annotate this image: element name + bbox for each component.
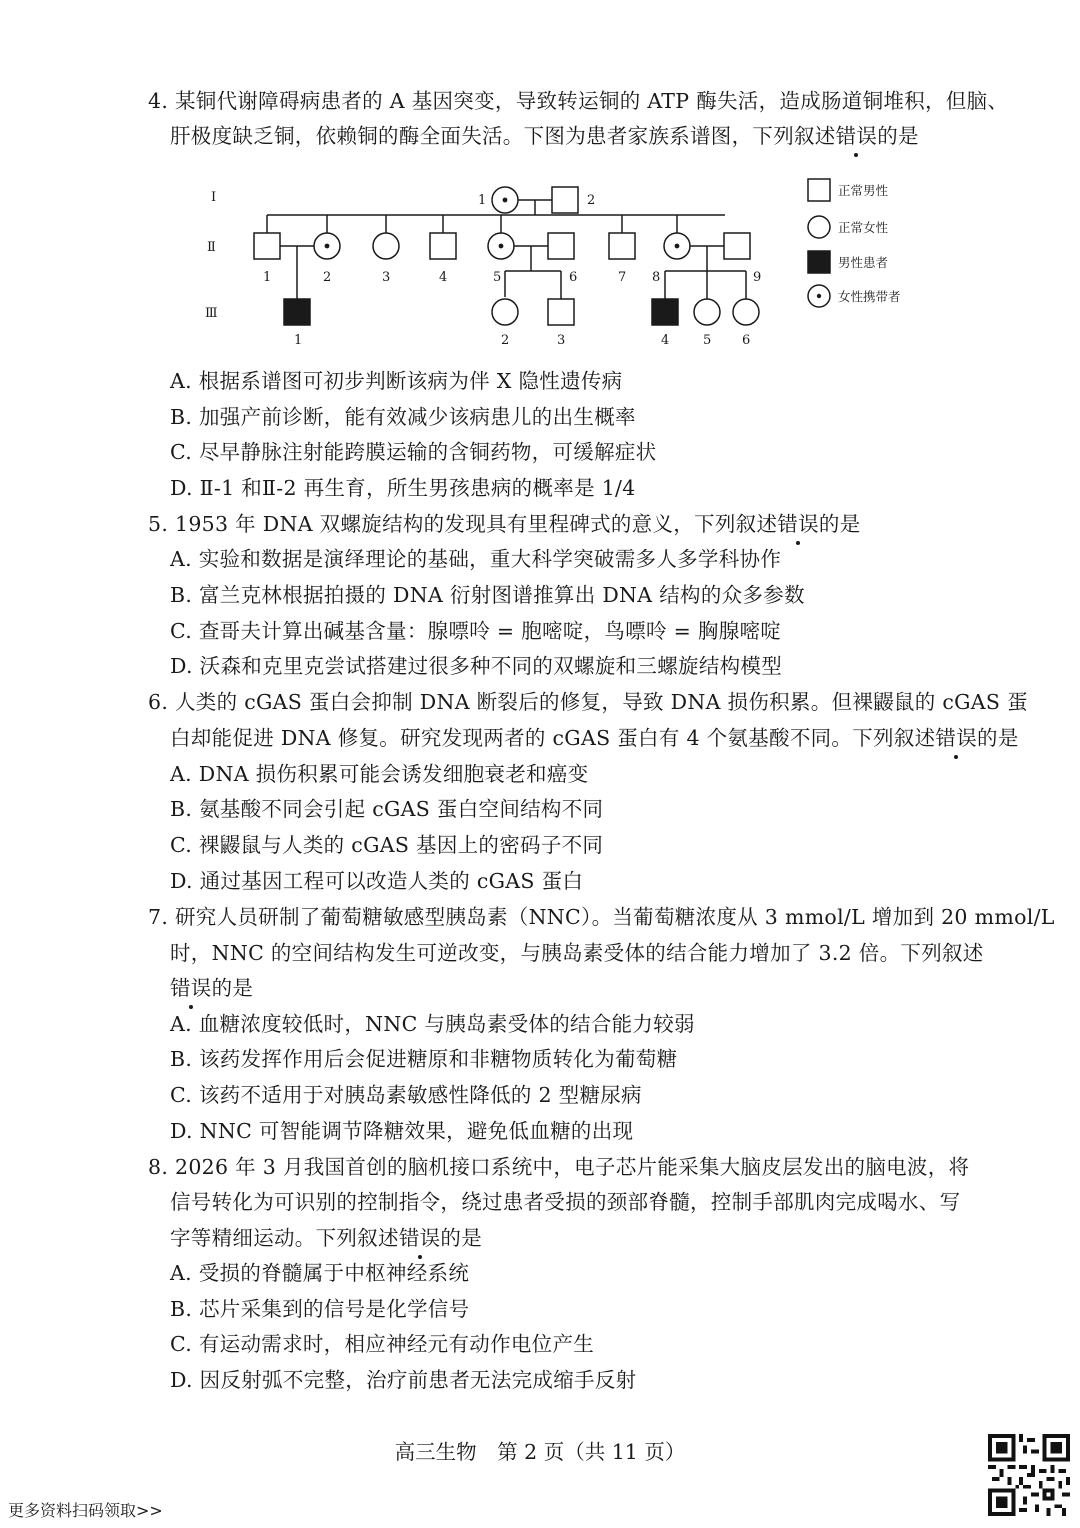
legend-label-normal-female: 正常女性 [838, 220, 889, 235]
q4-option-d: D. Ⅱ-1 和Ⅱ-2 再生育，所生男孩患病的概率是 1/4 [170, 476, 636, 500]
gen2-female-3 [373, 233, 399, 259]
q4-option-a: A. 根据系谱图可初步判断该病为伴 X 隐性遗传病 [170, 369, 623, 393]
q6-stem-line2: 白却能促进 DNA 修复。研究发现两者的 cGAS 蛋白有 4 个氨基酸不同。下列叙述错误的是 [170, 726, 1019, 750]
q8-option-c: C. 有运动需求时，相应神经元有动作电位产生 [170, 1332, 595, 1356]
q6-stem-line1: 6. 人类的 cGAS 蛋白会抑制 DNA 断裂后的修复，导致 DNA 损伤积累。但裸鼹鼠的 cGAS 蛋 [148, 690, 1028, 714]
more-info-link[interactable]: 更多资料扫码领取>> [8, 1501, 163, 1520]
label-II-3: 3 [382, 270, 391, 285]
gen2-male-7 [609, 233, 635, 259]
label-II-5: 5 [493, 270, 502, 285]
legend-normal-female-icon [808, 216, 830, 238]
gen2-male-6 [548, 233, 574, 259]
gen-label-3: Ⅲ [205, 306, 218, 321]
gen3-male-3 [548, 299, 574, 325]
label-III-2: 2 [501, 333, 510, 348]
pedigree-legend [800, 175, 940, 315]
label-II-6: 6 [569, 270, 578, 285]
q7-stem-line2: 时，NNC 的空间结构发生可逆改变，与胰岛素受体的结合能力增加了 3.2 倍。下列叙述 [170, 941, 984, 965]
q7-option-d: D. NNC 可智能调节降糖效果，避免低血糖的出现 [170, 1119, 634, 1143]
q4-stem-line1: 4. 某铜代谢障碍病患者的 A 基因突变，导致转运铜的 ATP 酶失活，造成肠道铜堆积，但脑、 [148, 89, 1009, 113]
q6-option-c: C. 裸鼹鼠与人类的 cGAS 基因上的密码子不同 [170, 833, 604, 857]
label-II-7: 7 [618, 270, 627, 285]
label-II-9: 9 [753, 270, 762, 285]
label-II-8: 8 [652, 270, 661, 285]
gen3-female-5 [694, 299, 720, 325]
q7-option-b: B. 该药发挥作用后会促进糖原和非糖物质转化为葡萄糖 [170, 1047, 678, 1071]
gen3-female-2 [492, 299, 518, 325]
q5-option-b: B. 富兰克林根据拍摄的 DNA 衍射图谱推算出 DNA 结构的众多参数 [170, 583, 805, 607]
q8-option-a: A. 受损的脊髓属于中枢神经系统 [170, 1261, 470, 1285]
label-III-1: 1 [294, 333, 303, 348]
label-II-4: 4 [439, 270, 448, 285]
q7-stem-line1: 7. 研究人员研制了葡萄糖敏感型胰岛素（NNC）。当葡萄糖浓度从 3 mmol/L 增加到 20 mmol/L [148, 905, 1055, 929]
gen-label-1: Ⅰ [211, 190, 217, 205]
q4-stem-line2: 肝极度缺乏铜，依赖铜的酶全面失活。下图为患者家族系谱图，下列叙述错误的是 [170, 124, 919, 148]
emphasis-dots: 错误 [777, 512, 819, 536]
legend-affected-male-icon [808, 251, 830, 273]
legend-label-normal-male: 正常男性 [838, 183, 889, 198]
gen-label-2: Ⅱ [207, 240, 216, 255]
q4-option-c: C. 尽早静脉注射能跨膜运输的含铜药物，可缓解症状 [170, 440, 657, 464]
q8-stem-line1: 8. 2026 年 3 月我国首创的脑机接口系统中，电子芯片能采集大脑皮层发出的脑电波，将 [148, 1155, 970, 1179]
q8-option-b: B. 芯片采集到的信号是化学信号 [170, 1297, 470, 1321]
gen3-affected-male-1 [284, 299, 310, 325]
emphasis-dots: 错误 [170, 976, 212, 1000]
gen2-male-1 [254, 233, 280, 259]
legend-label-carrier-female: 女性携带者 [838, 289, 901, 304]
label-III-5: 5 [703, 333, 712, 348]
emphasis-dots: 错误 [935, 726, 978, 750]
gen3-female-6 [733, 299, 759, 325]
q7-option-c: C. 该药不适用于对胰岛素敏感性降低的 2 型糖尿病 [170, 1083, 642, 1107]
gen3-affected-male-4 [652, 299, 678, 325]
label-II-2: 2 [323, 270, 332, 285]
label-III-3: 3 [557, 333, 566, 348]
pedigree-chart [195, 175, 785, 355]
gen2-male-4 [430, 233, 456, 259]
q5-option-d: D. 沃森和克里克尝试搭建过很多种不同的双螺旋和三螺旋结构模型 [170, 654, 783, 678]
q5-option-c: C. 查哥夫计算出碱基含量：腺嘌呤 = 胞嘧啶，鸟嘌呤 = 胸腺嘧啶 [170, 619, 782, 643]
legend-normal-male-icon [808, 179, 830, 201]
label-I-2: 2 [587, 193, 596, 208]
q5-option-a: A. 实验和数据是演绎理论的基础，重大科学突破需多人多学科协作 [170, 547, 782, 571]
label-III-6: 6 [742, 333, 751, 348]
q6-option-a: A. DNA 损伤积累可能会诱发细胞衰老和癌变 [170, 762, 589, 786]
q8-stem-line3: 字等精细运动。下列叙述错误的是 [170, 1226, 483, 1250]
q6-option-b: B. 氨基酸不同会引起 cGAS 蛋白空间结构不同 [170, 797, 604, 821]
q5-stem: 5. 1953 年 DNA 双螺旋结构的发现具有里程碑式的意义，下列叙述错误的是 [148, 512, 861, 536]
label-II-1: 1 [263, 270, 272, 285]
q8-stem-line2: 信号转化为可识别的控制指令，绕过患者受损的颈部脊髓，控制手部肌肉完成喝水、写 [170, 1190, 961, 1214]
emphasis-dots: 错误 [398, 1226, 441, 1250]
qr-code-icon[interactable] [988, 1434, 1070, 1516]
emphasis-dots: 错误 [835, 124, 878, 148]
q6-option-d: D. 通过基因工程可以改造人类的 cGAS 蛋白 [170, 869, 584, 893]
gen2-male-9 [724, 233, 750, 259]
label-I-1: 1 [478, 193, 487, 208]
q7-option-a: A. 血糖浓度较低时，NNC 与胰岛素受体的结合能力较弱 [170, 1012, 695, 1036]
gen1-male-2 [552, 187, 578, 213]
label-III-4: 4 [661, 333, 670, 348]
q4-option-b: B. 加强产前诊断，能有效减少该病患儿的出生概率 [170, 405, 636, 429]
page-footer: 高三生物 第 2 页（共 11 页） [394, 1440, 686, 1464]
legend-label-affected-male: 男性患者 [838, 255, 889, 270]
q8-option-d: D. 因反射弧不完整，治疗前患者无法完成缩手反射 [170, 1368, 637, 1392]
q7-stem-line3: 错误的是 [170, 976, 254, 1000]
